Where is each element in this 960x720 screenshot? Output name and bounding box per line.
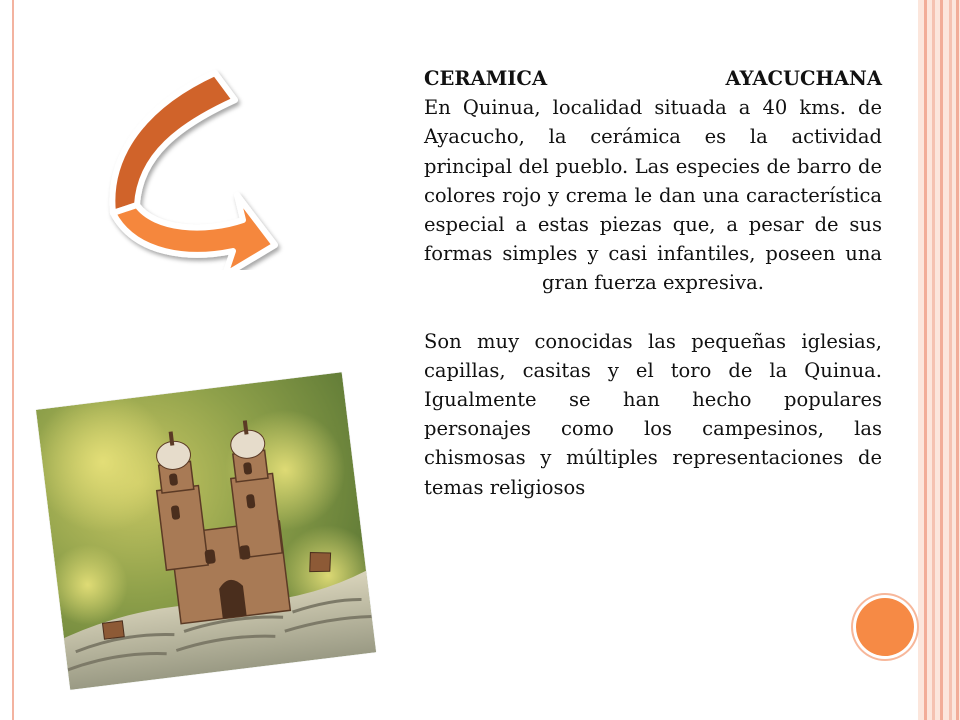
title-word-2: AYACUCHANA (725, 67, 882, 90)
curved-arrow-icon (85, 55, 305, 270)
right-decorative-stripes (918, 0, 960, 720)
paragraph-2: Son muy conocidas las pequeñas iglesias, capillas, casitas y el toro de la Quinua. Igualmente se han hecho populares personajes como los campesinos, las chismosas y múltiples representaciones de temas religiosos (424, 329, 882, 499)
slide-text (424, 64, 882, 502)
ceramic-church-photo (36, 372, 376, 689)
left-frame-line (12, 0, 14, 720)
paragraph-1: En Quinua, localidad situada a 40 kms. de Ayacucho, la cerámica es la actividad principal del pueblo. Las especies de barro de colores rojo y crema le dan una característica especial a estas piezas que, a pesar de sus formas simples y casi infantiles, poseen una gran fuerza expresiva. (424, 96, 882, 295)
slide-title (424, 64, 882, 93)
photo-frame (40, 372, 390, 702)
title-word-1: CERAMICA (424, 67, 548, 90)
accent-circle (856, 598, 914, 656)
